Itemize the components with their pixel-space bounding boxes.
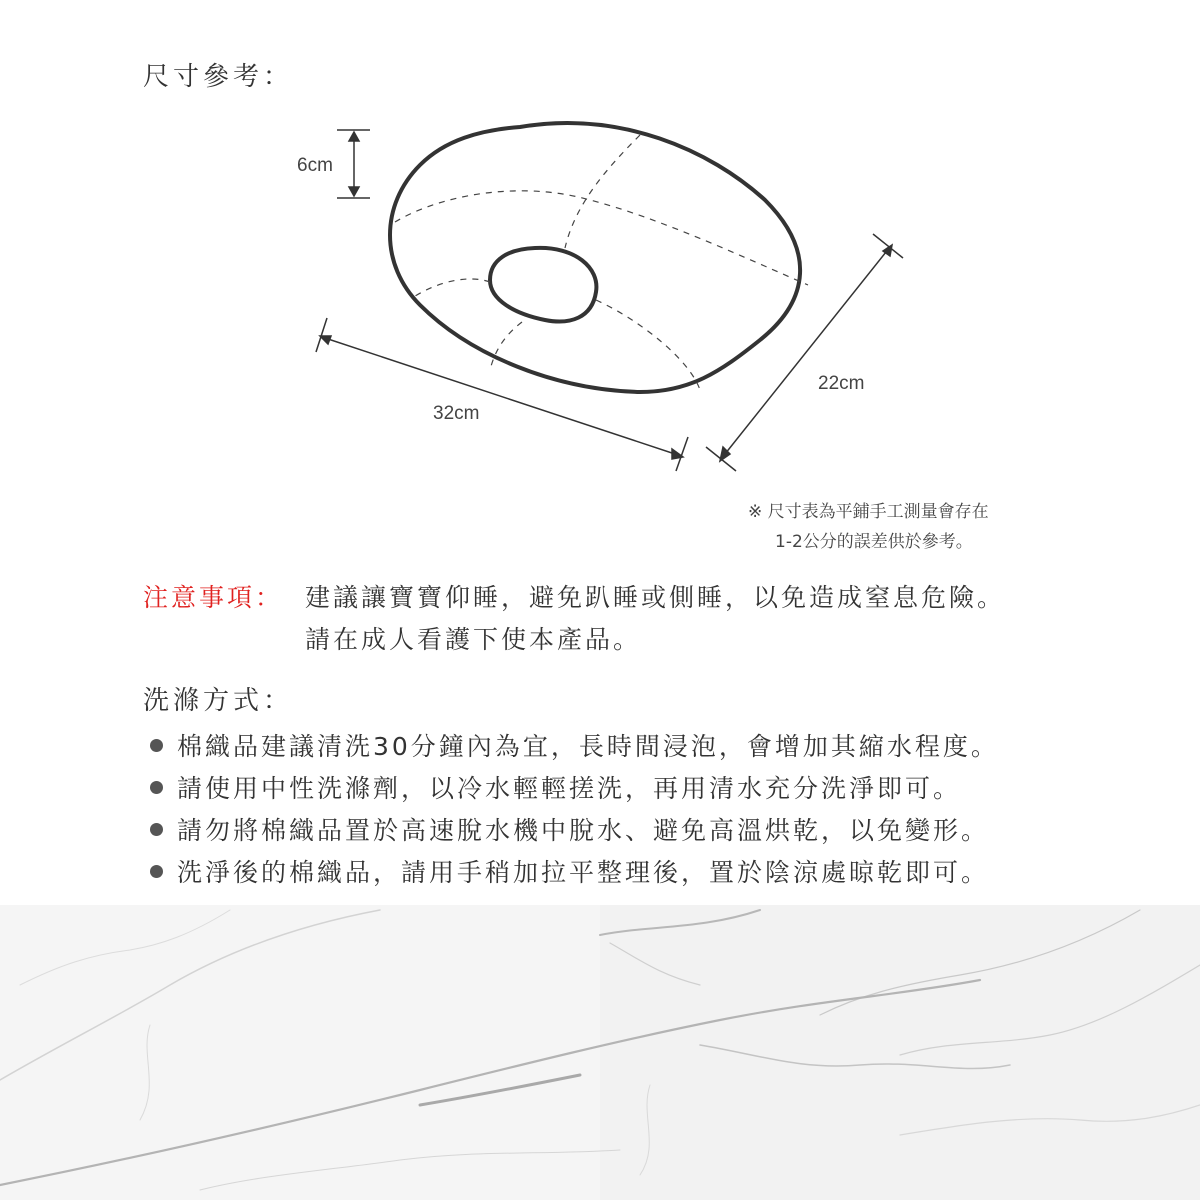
caution-label: 注意事項： xyxy=(143,583,284,612)
pillow-center-hole xyxy=(490,248,596,322)
size-reference-heading: 尺寸參考： xyxy=(143,62,294,92)
washing-item-text: 請使用中性洗滌劑，以冷水輕輕搓洗，再用清水充分洗淨即可。 xyxy=(177,774,962,803)
list-item xyxy=(150,766,999,808)
list-item xyxy=(150,724,999,766)
size-note-line2: 1-2公分的誤差供於參考。 xyxy=(775,532,973,552)
length-label: 32cm xyxy=(433,403,480,424)
size-note-line1: ※ 尺寸表為平鋪手工測量會存在 xyxy=(748,502,989,522)
list-item xyxy=(150,850,999,892)
list-item xyxy=(150,808,999,850)
washing-heading: 洗滌方式： xyxy=(143,686,294,716)
width-dimension xyxy=(706,234,903,471)
washing-item-text: 請勿將棉織品置於高速脫水機中脫水、避免高溫烘乾，以免變形。 xyxy=(177,816,990,845)
washing-item-text: 棉織品建議清洗30分鐘內為宜，長時間浸泡，會增加其縮水程度。 xyxy=(177,732,999,761)
bullet-icon xyxy=(150,823,163,836)
washing-list xyxy=(150,724,999,892)
bullet-icon xyxy=(150,781,163,794)
height-label: 6cm xyxy=(297,155,333,176)
pillow-size-diagram xyxy=(0,0,1200,560)
bullet-icon xyxy=(150,739,163,752)
washing-item-text: 洗淨後的棉織品，請用手稍加拉平整理後，置於陰涼處晾乾即可。 xyxy=(177,858,990,887)
width-label: 22cm xyxy=(818,373,865,394)
caution-text-line1: 建議讓寶寶仰睡，避免趴睡或側睡，以免造成窒息危險。 xyxy=(305,583,1006,612)
marble-background xyxy=(0,905,1200,1200)
caution-text-line2: 請在成人看護下使本產品。 xyxy=(305,625,642,654)
pillow-outline xyxy=(390,123,800,392)
bullet-icon xyxy=(150,865,163,878)
height-dimension xyxy=(337,130,370,198)
length-dimension xyxy=(316,318,688,471)
